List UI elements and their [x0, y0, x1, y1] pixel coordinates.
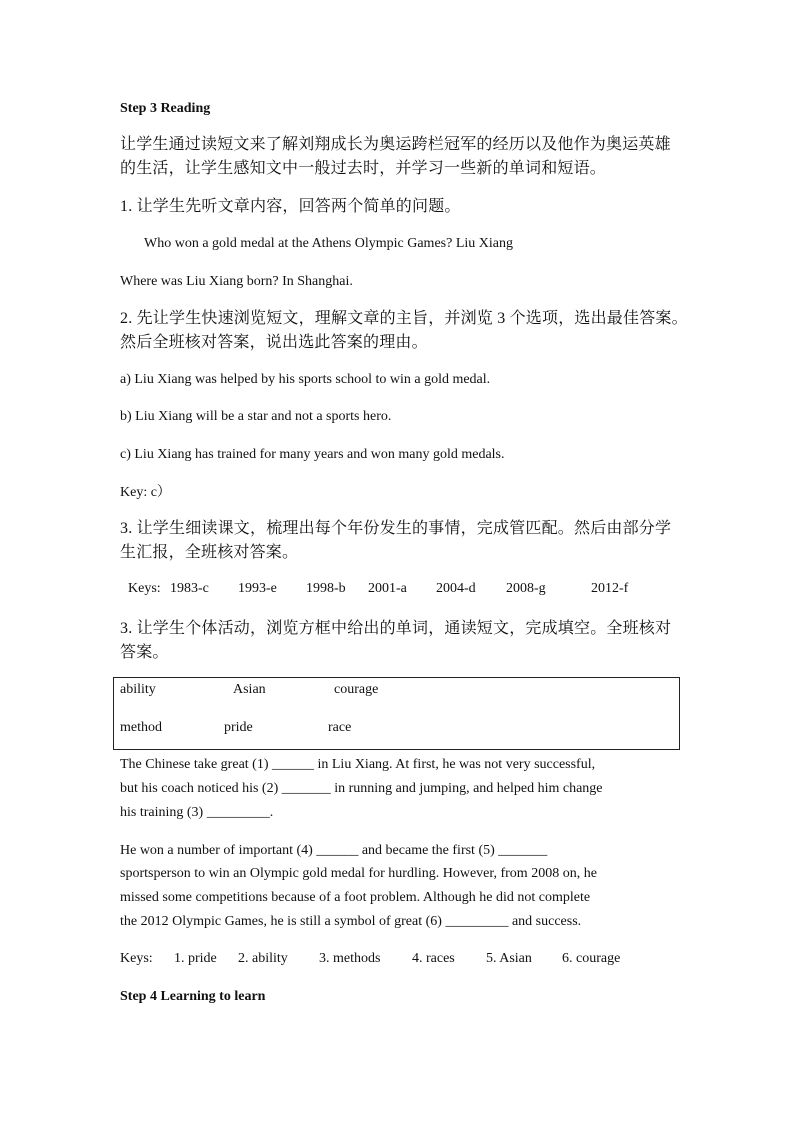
word-box-item: courage — [334, 682, 379, 697]
task3-instruction-line-1: 3. 让学生细读课文，梳理出每个年份发生的事情，完成管匹配。然后由部分学 — [120, 520, 672, 537]
option-c: c) Liu Xiang has trained for many years and won many gold medals. — [120, 447, 505, 462]
word-box-item: race — [328, 720, 352, 735]
word-box-item: pride — [224, 720, 253, 735]
task3-key-item: 2012-f — [591, 581, 629, 596]
task4-key-item: 4. races — [412, 951, 455, 966]
passage2-line: the 2012 Olympic Games, he is still a symbol of great (6) _________ and success. — [120, 914, 582, 929]
passage1-line: but his coach noticed his (2) _______ in running and jumping, and helped him change — [120, 781, 603, 796]
task1-instruction: 1. 让学生先听文章内容，回答两个简单的问题。 — [120, 198, 461, 215]
intro-line-1: 让学生通过读短文来了解刘翔成长为奥运跨栏冠军的经历以及他作为奥运英雄 — [120, 136, 671, 153]
step4-heading: Step 4 Learning to learn — [120, 989, 266, 1004]
option-b: b) Liu Xiang will be a star and not a sports hero. — [120, 409, 392, 424]
task3-instruction-line-2: 生汇报，全班核对答案。 — [120, 544, 299, 561]
task2-key: Key: c） — [120, 485, 171, 500]
option-a: a) Liu Xiang was helped by his sports school to win a gold medal. — [120, 372, 491, 387]
task4-key-item: 2. ability — [238, 951, 288, 966]
word-box-item: Asian — [233, 682, 266, 697]
task4-key-item: 1. pride — [174, 951, 217, 966]
task3-key-item: 1993-e — [238, 581, 277, 596]
task3-key-item: 2008-g — [506, 581, 546, 596]
passage2-line: missed some competitions because of a foot problem. Although he did not complete — [120, 890, 591, 905]
task3-key-item: 1983-c — [170, 581, 209, 596]
word-box-item: ability — [120, 682, 156, 697]
passage1-line: The Chinese take great (1) ______ in Liu Xiang. At first, he was not very successful, — [120, 757, 596, 772]
task3-keys-label: Keys: — [128, 581, 161, 596]
task4-key-item: 6. courage — [562, 951, 621, 966]
task4-key-item: 3. methods — [319, 951, 381, 966]
word-box-item: method — [120, 720, 162, 735]
task3-key-item: 2004-d — [436, 581, 476, 596]
word-box — [113, 677, 680, 750]
task4-key-item: 5. Asian — [486, 951, 532, 966]
task2-instruction-line-2: 然后全班核对答案，说出选此答案的理由。 — [120, 334, 428, 351]
task1-question-1: Who won a gold medal at the Athens Olympic Games? Liu Xiang — [144, 236, 513, 251]
task4-instruction-line-1: 3. 让学生个体活动，浏览方框中给出的单词，通读短文，完成填空。全班核对 — [120, 620, 672, 637]
passage1-line: his training (3) _________. — [120, 805, 274, 820]
task3-key-item: 2001-a — [368, 581, 407, 596]
task3-key-item: 1998-b — [306, 581, 346, 596]
passage2-line: He won a number of important (4) ______ and became the first (5) _______ — [120, 843, 548, 858]
passage2-line: sportsperson to win an Olympic gold medal for hurdling. However, from 2008 on, he — [120, 866, 597, 881]
task2-instruction-line-1: 2. 先让学生快速浏览短文，理解文章的主旨，并浏览 3 个选项，选出最佳答案。 — [120, 310, 688, 327]
step3-heading: Step 3 Reading — [120, 101, 211, 116]
task4-instruction-line-2: 答案。 — [120, 644, 169, 661]
intro-line-2: 的生活，让学生感知文中一般过去时，并学习一些新的单词和短语。 — [120, 160, 607, 177]
task1-question-2: Where was Liu Xiang born? In Shanghai. — [120, 274, 353, 289]
task4-keys-label: Keys: — [120, 951, 153, 966]
